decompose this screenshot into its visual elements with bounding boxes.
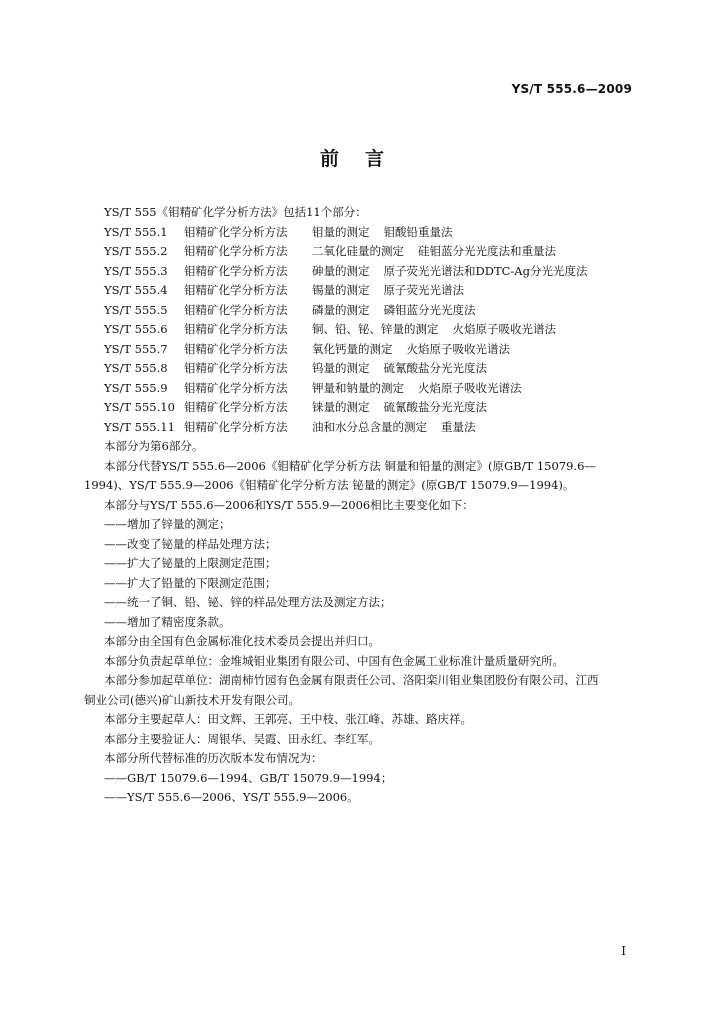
part-name: 钼精矿化学分析方法 bbox=[184, 224, 288, 239]
part-code: YS/T 555.11 bbox=[104, 419, 175, 434]
part-method: 硫氰酸盐分光光度法 bbox=[383, 361, 487, 375]
part-subject: 锡量的测定 bbox=[312, 283, 370, 297]
part-method: 原子荧光光谱法和DDTC-Ag分光光度法 bbox=[383, 263, 588, 278]
verifiers-paragraph: 本部分主要验证人：周银华、吴霞、田永红、李红军。 bbox=[104, 731, 380, 746]
part-item bbox=[84, 223, 644, 243]
part-method: 钼酸铅重量法 bbox=[383, 224, 453, 239]
part-method: 硫氰酸盐分光光度法 bbox=[383, 400, 487, 414]
history-list bbox=[84, 769, 644, 808]
part-name: 钼精矿化学分析方法 bbox=[184, 322, 288, 336]
part-item bbox=[84, 281, 644, 301]
drafters-paragraph: 本部分主要起草人：田文辉、王郭亮、王中枝、张江峰、苏雄、路庆祥。 bbox=[104, 712, 472, 726]
part-method: 原子荧光光谱法 bbox=[383, 283, 464, 297]
part-name: 钼精矿化学分析方法 bbox=[184, 263, 288, 278]
parts-list bbox=[84, 223, 644, 438]
part-code: YS/T 555.7 bbox=[104, 341, 168, 356]
part-method: 磷钼蓝分光光度法 bbox=[383, 302, 476, 317]
part-item bbox=[84, 379, 644, 399]
part-item bbox=[84, 359, 644, 379]
change-item: ——扩大了铋量的上限测定范围； bbox=[104, 556, 277, 570]
change-item: ——增加了锌量的测定； bbox=[104, 517, 231, 531]
part-code: YS/T 555.2 bbox=[104, 244, 168, 258]
part-subject: 铜、铅、铋、锌量的测定 bbox=[312, 322, 439, 336]
page-title: 前言 bbox=[319, 148, 410, 170]
replaces-paragraph-line-2: 1994)、YS/T 555.9—2006《钼精矿化学分析方法 铋量的测定》(原GB/T 15079.9—1994)。 bbox=[84, 478, 575, 492]
part-code: YS/T 555.4 bbox=[104, 283, 168, 297]
part-name: 钼精矿化学分析方法 bbox=[184, 302, 288, 317]
part-subject: 钼量的测定 bbox=[312, 224, 370, 239]
standard-code: YS/T 555.6—2009 bbox=[511, 82, 632, 96]
part-code: YS/T 555.6 bbox=[104, 322, 168, 336]
part-code: YS/T 555.10 bbox=[104, 400, 175, 414]
change-item: ——统一了铜、铅、铋、锌的样品处理方法及测定方法； bbox=[104, 595, 392, 609]
drafting-unit-paragraph: 本部分负责起草单位：金堆城钼业集团有限公司、中国有色金属工业标准计量质量研究所。 bbox=[104, 653, 564, 668]
part-method: 重量法 bbox=[441, 419, 476, 434]
proposed-paragraph: 本部分由全国有色金属标准化技术委员会提出并归口。 bbox=[104, 634, 380, 648]
history-item: ——GB/T 15079.6—1994、GB/T 15079.9—1994； bbox=[104, 770, 393, 785]
part-item bbox=[84, 398, 644, 418]
part-name: 钼精矿化学分析方法 bbox=[184, 380, 288, 395]
part-item bbox=[84, 262, 644, 282]
part-subject: 铼量的测定 bbox=[312, 400, 370, 414]
change-item: ——增加了精密度条款。 bbox=[104, 614, 231, 629]
part-subject: 砷量的测定 bbox=[312, 263, 370, 278]
change-item: ——扩大了铅量的下限测定范围； bbox=[104, 575, 277, 590]
part-item bbox=[84, 242, 644, 262]
part-item bbox=[84, 301, 644, 321]
part-subject: 氧化钙量的测定 bbox=[312, 341, 393, 356]
part-name: 钼精矿化学分析方法 bbox=[184, 244, 288, 258]
page-number: I bbox=[621, 944, 626, 958]
replaces-paragraph-line-1: 本部分代替YS/T 555.6—2006《钼精矿化学分析方法 铜量和铅量的测定》(原GB/T 15079.6— bbox=[104, 458, 596, 473]
history-item: ——YS/T 555.6—2006、YS/T 555.9—2006。 bbox=[104, 790, 359, 804]
part-name: 钼精矿化学分析方法 bbox=[184, 400, 288, 414]
part-name: 钼精矿化学分析方法 bbox=[184, 341, 288, 356]
changes-list bbox=[84, 515, 644, 632]
part-method: 火焰原子吸收光谱法 bbox=[406, 341, 510, 356]
part-method: 火焰原子吸收光谱法 bbox=[418, 380, 522, 395]
changes-intro-paragraph: 本部分与YS/T 555.6—2006和YS/T 555.9—2006相比主要变化如下： bbox=[104, 497, 474, 512]
part-item bbox=[84, 418, 644, 438]
part-code: YS/T 555.8 bbox=[104, 361, 168, 375]
part-subject: 磷量的测定 bbox=[312, 302, 370, 317]
part-name: 钼精矿化学分析方法 bbox=[184, 283, 288, 297]
part-method: 火焰原子吸收光谱法 bbox=[452, 322, 556, 336]
foreword-body bbox=[84, 203, 644, 808]
participating-units-line-2: 铜业公司(德兴)矿山新技术开发有限公司。 bbox=[84, 692, 300, 707]
part-code: YS/T 555.3 bbox=[104, 263, 168, 278]
part-name: 钼精矿化学分析方法 bbox=[184, 419, 288, 434]
change-item: ——改变了铋量的样品处理方法； bbox=[104, 536, 277, 551]
part-method: 硅钼蓝分光光度法和重量法 bbox=[418, 244, 556, 258]
part-subject: 二氧化硅量的测定 bbox=[312, 244, 404, 258]
part-item bbox=[84, 320, 644, 340]
part-subject: 钨量的测定 bbox=[312, 361, 370, 375]
part-item bbox=[84, 340, 644, 360]
this-part-paragraph: 本部分为第6部分。 bbox=[104, 439, 204, 453]
history-intro-paragraph: 本部分所代替标准的历次版本发布情况为： bbox=[104, 751, 323, 765]
participating-units-line-1: 本部分参加起草单位：湖南柿竹园有色金属有限责任公司、洛阳栾川钼业集团股份有限公司、江西 bbox=[104, 673, 599, 687]
part-subject: 油和水分总含量的测定 bbox=[312, 419, 427, 434]
part-subject: 钾量和钠量的测定 bbox=[312, 380, 404, 395]
intro-paragraph: YS/T 555《钼精矿化学分析方法》包括11个部分： bbox=[104, 205, 367, 219]
part-name: 钼精矿化学分析方法 bbox=[184, 361, 288, 375]
part-code: YS/T 555.1 bbox=[104, 224, 168, 239]
part-code: YS/T 555.9 bbox=[104, 380, 168, 395]
part-code: YS/T 555.5 bbox=[104, 302, 168, 317]
